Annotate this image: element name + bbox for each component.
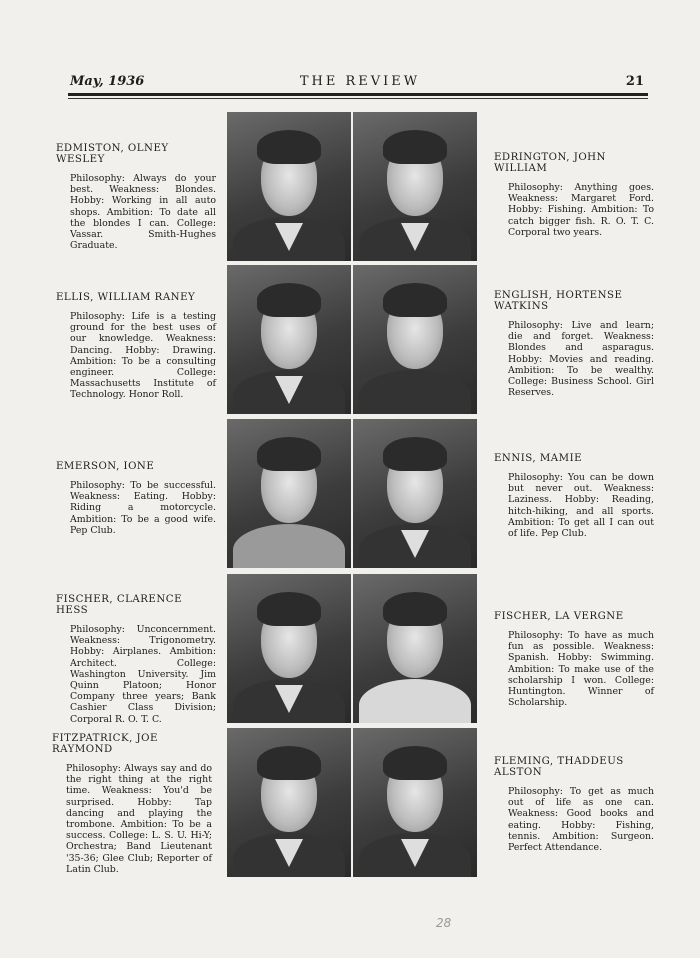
portrait-fischer-la-vergne — [353, 574, 477, 723]
student-name: FISCHER, CLARENCE HESS — [56, 594, 183, 616]
student-entry-right-4 — [494, 611, 654, 708]
portrait-fitzpatrick — [227, 728, 351, 877]
student-bio: Philosophy: Anything goes. Weakness: Margaret Ford. Hobby: Fishing. Ambition: To catch bigger fish. R. O. T. C. Corporal two years. — [508, 182, 654, 238]
header-rule-thin — [68, 98, 648, 99]
student-bio: Philosophy: Unconcernment. Weakness: Trigonometry. Hobby: Airplanes. Ambition: Architect. College: Washington University. Jim Quinn Platoon; Honor Company three years; Bank Cashier Class Division; Corporal R. O. T. C. — [70, 624, 216, 725]
student-entry-left-1 — [56, 143, 216, 251]
student-entry-right-3 — [494, 453, 654, 539]
student-entry-left-5 — [52, 733, 212, 875]
student-name: ELLIS, WILLIAM RANEY — [56, 292, 196, 303]
issue-date: May, 1936 — [70, 74, 145, 89]
portrait-edrington — [353, 112, 477, 261]
student-name: EDRINGTON, JOHN WILLIAM — [494, 152, 606, 174]
student-name: ENGLISH, HORTENSE WATKINS — [494, 290, 623, 312]
portrait-ellis — [227, 265, 351, 414]
student-name: FLEMING, THADDEUS ALSTON — [494, 756, 624, 778]
student-name: EMERSON, IONE — [56, 461, 155, 472]
portrait-fischer-clarence — [227, 574, 351, 723]
student-bio: Philosophy: You can be down but never out. Weakness: Laziness. Hobby: Reading, hitch-hiking, and all sports. Ambition: To get all I can out of life. Pep Club. — [508, 472, 654, 540]
student-bio: Philosophy: Always do your best. Weakness: Blondes. Hobby: Working in all auto shops. Ambition: To date all the blondes I can. College: Vassar. Smith-Hughes Graduate. — [70, 173, 216, 252]
student-bio: Philosophy: To get as much out of life as one can. Weakness: Good books and eating. Hobby: Fishing, tennis. Ambition: Surgeon. Perfect Attendance. — [508, 786, 654, 854]
student-name: FISCHER, LA VERGNE — [494, 611, 624, 622]
portrait-edmiston — [227, 112, 351, 261]
student-entry-right-2 — [494, 290, 654, 398]
student-bio: Philosophy: To be successful. Weakness: Eating. Hobby: Riding a motorcycle. Ambition: To be a good wife. Pep Club. — [70, 480, 216, 536]
publication-title: THE REVIEW — [299, 74, 421, 89]
student-bio: Philosophy: Live and learn; die and forget. Weakness: Blondes and asparagus. Hobby: Movies and reading. Ambition: To be wealthy. College: Business School. Girl Reserves. — [508, 320, 654, 399]
student-entry-left-3 — [56, 461, 216, 536]
student-bio: Philosophy: Always say and do the right thing at the right time. Weakness: You'd be surprised. Hobby: Tap dancing and playing the trombone. Ambition: To be a success. College: L. S. U. Hi-Y; Orchestra; Band Lieutenant '35-36; Glee Club; Reporter of Latin Club. — [66, 763, 212, 875]
student-bio: Philosophy: Life is a testing ground for the best uses of our knowledge. Weakness: Dancing. Hobby: Drawing. Ambition: To be a consulting engineer. College: Massachusetts Institute of Technology. Honor Roll. — [70, 311, 216, 401]
student-bio: Philosophy: To have as much fun as possible. Weakness: Spanish. Hobby: Swimming. Ambition: To make use of the scholarship I won. College: Huntington. Winner of Scholarship. — [508, 630, 654, 709]
student-entry-right-5 — [494, 756, 654, 853]
student-entry-left-2 — [56, 292, 216, 401]
student-name: ENNIS, MAMIE — [494, 453, 583, 464]
student-entry-right-1 — [494, 152, 654, 238]
portrait-english — [353, 265, 477, 414]
portrait-emerson — [227, 419, 351, 568]
header-rule — [68, 93, 648, 96]
student-name: FITZPATRICK, JOE RAYMOND — [52, 733, 158, 755]
portrait-fleming — [353, 728, 477, 877]
handwritten-page-mark: 28 — [436, 916, 452, 930]
student-entry-left-4 — [56, 594, 216, 725]
portrait-ennis — [353, 419, 477, 568]
page-number: 21 — [625, 74, 644, 89]
page-header — [70, 74, 650, 92]
student-name: EDMISTON, OLNEY WESLEY — [56, 143, 169, 165]
